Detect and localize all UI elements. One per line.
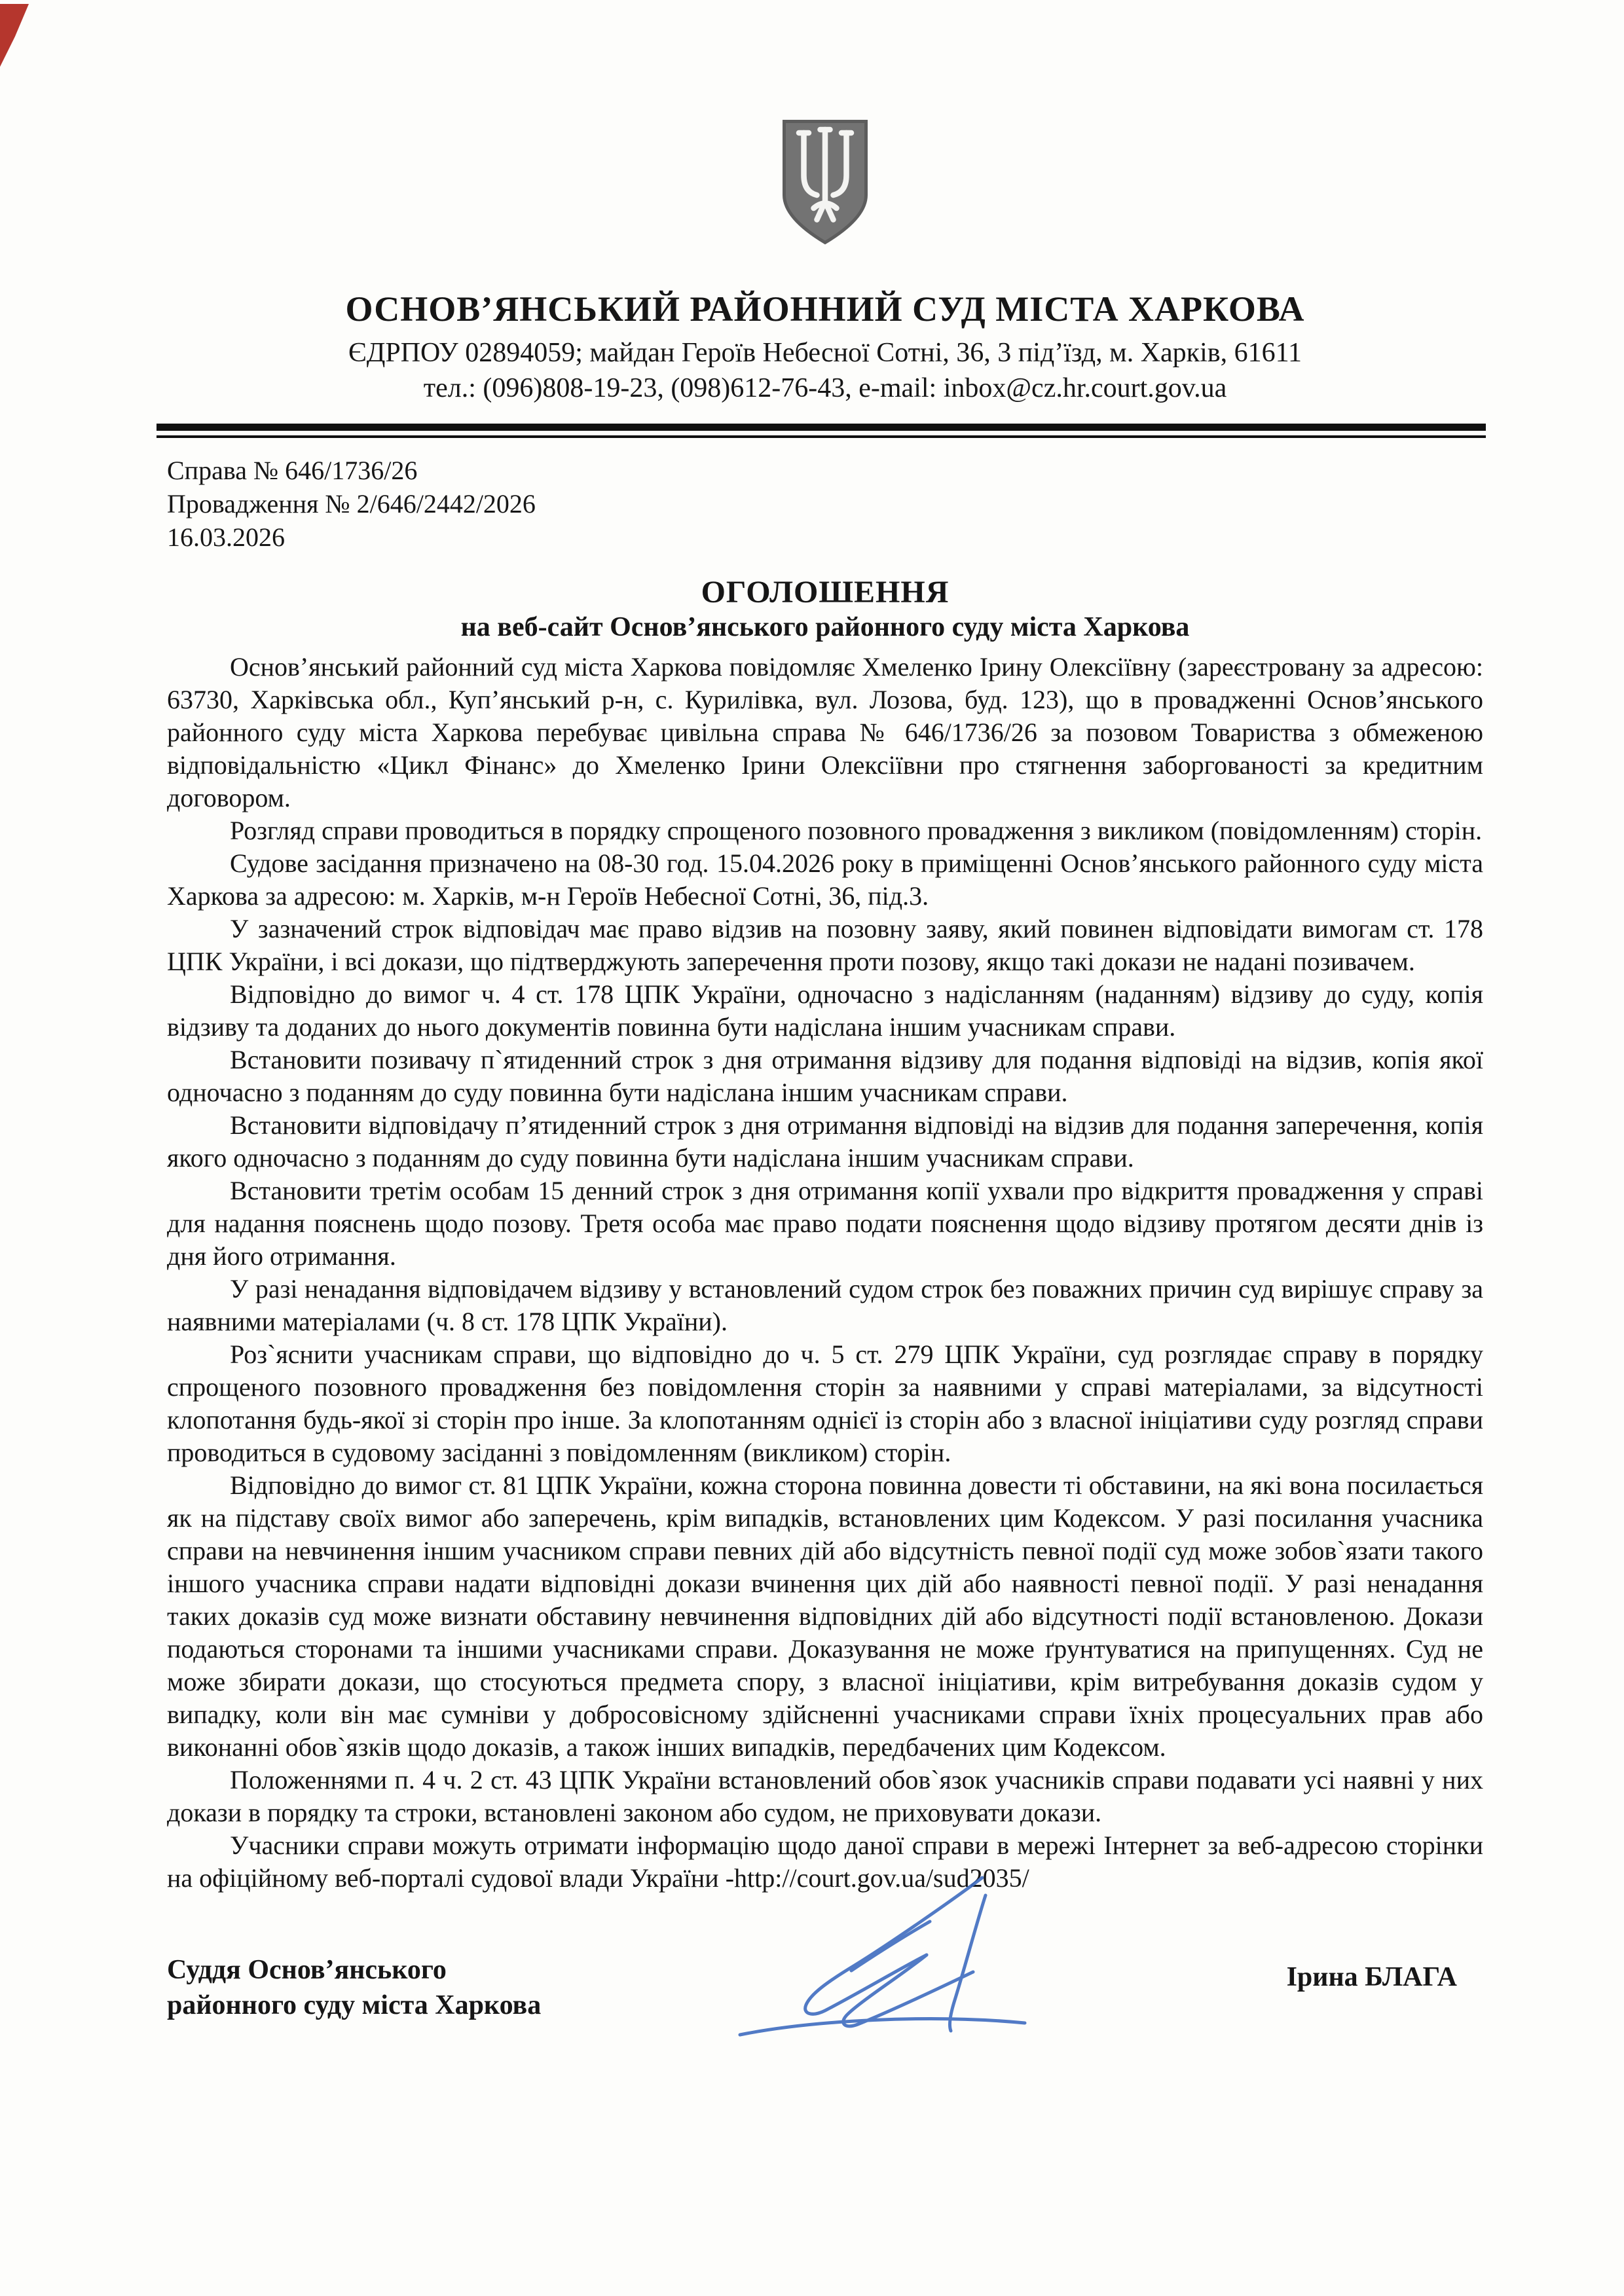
body-paragraph: Судове засідання призначено на 08-30 год. 15.04.2026 року в приміщенні Основ’янського районного суду міста Харкова за адресою: м. Харків, м-н Героїв Небесної Сотні, 36, під.3. bbox=[167, 848, 1483, 911]
judge-title-line2: районного суду міста Харкова bbox=[167, 1990, 542, 2021]
court-contact-line: тел.: (096)808-19-23, (098)612-76-43, e-mail: inbox@cz.hr.court.gov.ua bbox=[423, 373, 1227, 403]
judge-title-line1: Суддя Основ’янського bbox=[167, 1954, 447, 1985]
court-name: ОСНОВ’ЯНСЬКИЙ РАЙОННИЙ СУД МІСТА ХАРКОВА bbox=[345, 289, 1305, 329]
case-number: Справа № 646/1736/26 bbox=[167, 456, 418, 485]
body-paragraph: Основ’янський районний суд міста Харкова повідомляє Хмеленко Ірину Олексіївну (зареєстровану за адресою: 63730, Харківська обл., Куп’янський р-н, с. Курилівка, вул. Лозова, буд. 123), що в провадженні Основ’янського районного суду міста Харкова перебуває цивільна справа № 646/1736/26 за позовом Товариства з обмеженою відповідальністю «Цикл Фінанс» до Хмеленко Ірини Олексіївни про стягнення заборгованості за кредитним договором. bbox=[167, 651, 1483, 812]
body-paragraph: Учасники справи можуть отримати інформацію щодо даної справи в мережі Інтернет за веб-адресою сторінки на офіційному веб-порталі судової влади України -http://court.gov.ua/sud2035/ bbox=[167, 1830, 1483, 1893]
body-paragraph: Встановити позивачу п`ятиденний строк з дня отримання відзиву для подання відповіді на відзив, копія якої одночасно з поданням до суду повинна бути надіслана іншим учасникам справи. bbox=[167, 1044, 1483, 1107]
document-title: ОГОЛОШЕННЯ bbox=[701, 574, 950, 610]
body-paragraph: У зазначений строк відповідач має право відзив на позовну заяву, який повинен відповідати вимогам ст. 178 ЦПК України, і всі докази, що підтверджують заперечення проти позову, якщо такі докази не надані позивачем. bbox=[167, 913, 1483, 976]
signature-block bbox=[167, 1952, 1483, 2024]
body-paragraph: Відповідно до вимог ст. 81 ЦПК України, кожна сторона повинна довести ті обставини, на які вона посилається як на підставу своїх вимог або заперечень, крім випадків, встановлених цим Кодексом. У разі посилання учасника справи на невчинення іншим учасником справи певних дій або відсутність певної події суд може зобов`язати такого іншого учасника справи надати відповідні докази вчинення цих дій або наявності певної події. У разі ненадання таких доказів суд може визнати обставину невчинення відповідних дій або відсутності події встановленою. Докази подаються сторонами та іншими учасниками справи. Доказування не може ґрунтуватися на припущеннях. Суд не може збирати докази, що стосуються предмета спору, з власної ініціативи, крім витребування доказів судом у випадку, коли він має сумніви у добросовісному здійсненні учасниками справи їхніх процесуальних прав або виконанні обов`язків щодо доказів, а також інших випадків, передбачених цим Кодексом. bbox=[167, 1470, 1483, 1762]
case-info-block bbox=[167, 454, 1483, 555]
body-paragraph: Положеннями п. 4 ч. 2 ст. 43 ЦПК України встановлений обов`язок учасників справи подавати усі наявні у них докази в порядку та строки, встановлені законом або судом, не приховувати докази. bbox=[167, 1764, 1483, 1827]
body-paragraph: У разі ненадання відповідачем відзиву у встановлений судом строк без поважних причин суд вирішує справу за наявними матеріалами (ч. 8 ст. 178 ЦПК України). bbox=[167, 1273, 1483, 1336]
header-divider-rule bbox=[157, 424, 1486, 438]
proceeding-number: Провадження № 2/646/2442/2026 bbox=[167, 489, 536, 519]
emblem-container bbox=[167, 0, 1483, 251]
body-paragraph: Розгляд справи проводиться в порядку спрощеного позовного провадження з викликом (повідомленням) сторін. bbox=[230, 815, 1483, 845]
body-paragraph: Відповідно до вимог ч. 4 ст. 178 ЦПК України, одночасно з надісланням (наданням) відзиву до суду, копія відзиву та доданих до нього документів повинна бути надіслана іншим учасникам справи. bbox=[167, 979, 1483, 1042]
court-address-line: ЄДРПОУ 02894059; майдан Героїв Небесної Сотні, 36, 3 під’їзд, м. Харків, 61611 bbox=[348, 338, 1302, 368]
body-paragraph: Роз`яснити учасникам справи, що відповідно до ч. 5 ст. 279 ЦПК України, суд розглядає справу в порядку спрощеного позовного провадження без повідомлення сторін за наявними у справі матеріалами, за відсутності клопотання будь-якої зі сторін про інше. За клопотанням однієї із сторін або з власної ініціативи суду розгляд справи проводиться в судовому засіданні з повідомленням (викликом) сторін. bbox=[167, 1339, 1483, 1467]
document-subtitle: на веб-сайт Основ’янського районного суду міста Харкова bbox=[460, 611, 1190, 642]
ukraine-trident-emblem-icon bbox=[770, 117, 880, 247]
body-paragraph: Встановити відповідачу п’ятиденний строк з дня отримання відповіді на відзив для подання заперечення, копія якого одночасно з поданням до суду повинна бути надіслана іншим учасникам справи. bbox=[167, 1110, 1483, 1173]
document-date: 16.03.2026 bbox=[167, 522, 285, 553]
judge-name: Ірина БЛАГА bbox=[1286, 1961, 1457, 1992]
judge-title bbox=[167, 1952, 541, 2024]
document-body bbox=[167, 651, 1483, 1895]
body-paragraph: Встановити третім особам 15 денний строк з дня отримання копії ухвали про відкриття провадження у справі для надання пояснень щодо позову. Третя особа має право подати пояснення щодо відзиву протягом десяти днів із дня його отримання. bbox=[167, 1175, 1483, 1271]
